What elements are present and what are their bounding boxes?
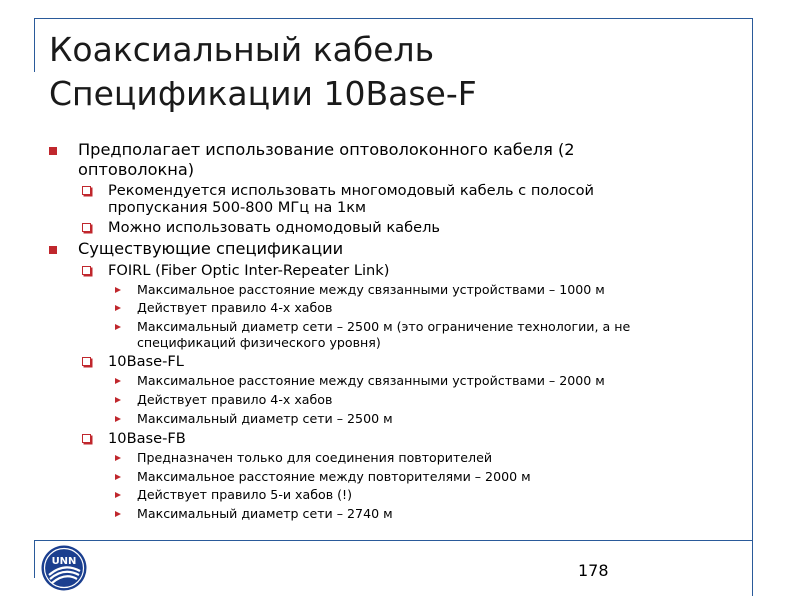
bullet-text-line: Существующие спецификации xyxy=(78,239,344,258)
bullet-text-line: Действует правило 4-х хабов xyxy=(137,300,333,316)
bullet-text-line: Действует правило 4-х хабов xyxy=(137,392,333,408)
bullet-item-level3 xyxy=(0,300,800,316)
bullet-text-line: оптоволокна) xyxy=(78,159,195,179)
bullet-text-line: Максимальное расстояние между связанными устройствами – 2000 м xyxy=(137,373,605,389)
frame-left-bottom-line xyxy=(34,540,35,578)
bullet-marker-icon xyxy=(115,474,121,480)
bullet-text-line: Предполагает использование оптоволоконного кабеля (2 xyxy=(78,140,575,159)
bullet-text-line: Максимальный диаметр сети – 2740 м xyxy=(137,506,393,522)
bullet-text-line: 10Base-FB xyxy=(108,429,186,447)
bullet-text-line: Рекомендуется использовать многомодовый кабель с полосой xyxy=(108,182,594,199)
bullet-item-level3 xyxy=(0,450,800,466)
frame-left-top-line xyxy=(34,18,35,72)
bullet-text-line: Предназначен только для соединения повторителей xyxy=(137,449,493,465)
frame-top-line xyxy=(34,18,752,19)
bullet-item-level1 xyxy=(0,239,800,259)
bullet-list xyxy=(0,140,800,525)
bullet-item-level3 xyxy=(0,506,800,522)
bullet-item-level2 xyxy=(0,219,800,236)
bullet-item-level1 xyxy=(0,140,800,179)
bullet-marker-icon xyxy=(115,287,121,293)
university-logo-icon xyxy=(40,544,88,592)
bullet-text-line: Максимальный диаметр сети – 2500 м (это ограничение технологии, а не xyxy=(137,319,631,335)
frame-bottom-line xyxy=(34,540,752,541)
bullet-text-line: Можно использовать одномодовый кабель xyxy=(108,219,441,236)
bullet-item-level3 xyxy=(0,392,800,408)
bullet-item-level2 xyxy=(0,353,800,370)
bullet-item-level3 xyxy=(0,411,800,427)
bullet-marker-icon xyxy=(115,305,121,311)
slide-title xyxy=(49,28,477,116)
bullet-item-level3 xyxy=(0,487,800,503)
slide-title-line1: Коаксиальный кабель xyxy=(49,30,435,69)
bullet-item-level3 xyxy=(0,373,800,389)
bullet-marker-icon xyxy=(82,434,91,443)
bullet-item-level3 xyxy=(0,469,800,485)
bullet-text-line: FOIRL (Fiber Optic Inter-Repeater Link) xyxy=(108,261,390,279)
bullet-marker-icon xyxy=(115,378,121,384)
bullet-marker-icon xyxy=(49,246,57,254)
bullet-marker-icon xyxy=(82,186,91,195)
bullet-marker-icon xyxy=(115,416,121,422)
bullet-marker-icon xyxy=(49,147,57,155)
bullet-text-line: спецификаций физического уровня) xyxy=(137,334,381,350)
bullet-marker-icon xyxy=(115,455,121,461)
page-number: 178 xyxy=(578,561,609,580)
bullet-marker-icon xyxy=(82,266,91,275)
bullet-marker-icon xyxy=(115,492,121,498)
bullet-text-line: 10Base-FL xyxy=(108,353,184,371)
bullet-text-line: Максимальное расстояние между повторителями – 2000 м xyxy=(137,468,531,484)
bullet-marker-icon xyxy=(115,511,121,517)
bullet-item-level2 xyxy=(0,262,800,279)
bullet-text-line: Действует правило 5-и хабов (!) xyxy=(137,487,352,503)
logo-text: UNN xyxy=(51,556,77,567)
bullet-item-level3 xyxy=(0,282,800,298)
bullet-item-level2 xyxy=(0,182,800,216)
bullet-item-level3 xyxy=(0,319,800,350)
bullet-text-line: пропускания 500-800 МГц на 1км xyxy=(108,199,367,216)
bullet-marker-icon xyxy=(82,223,91,232)
bullet-marker-icon xyxy=(115,324,121,330)
bullet-marker-icon xyxy=(115,397,121,403)
bullet-item-level2 xyxy=(0,430,800,447)
slide-title-line2: Спецификации 10Base-F xyxy=(49,74,477,113)
bullet-marker-icon xyxy=(82,357,91,366)
bullet-text-line: Максимальное расстояние между связанными устройствами – 1000 м xyxy=(137,281,605,297)
bullet-text-line: Максимальный диаметр сети – 2500 м xyxy=(137,410,393,426)
